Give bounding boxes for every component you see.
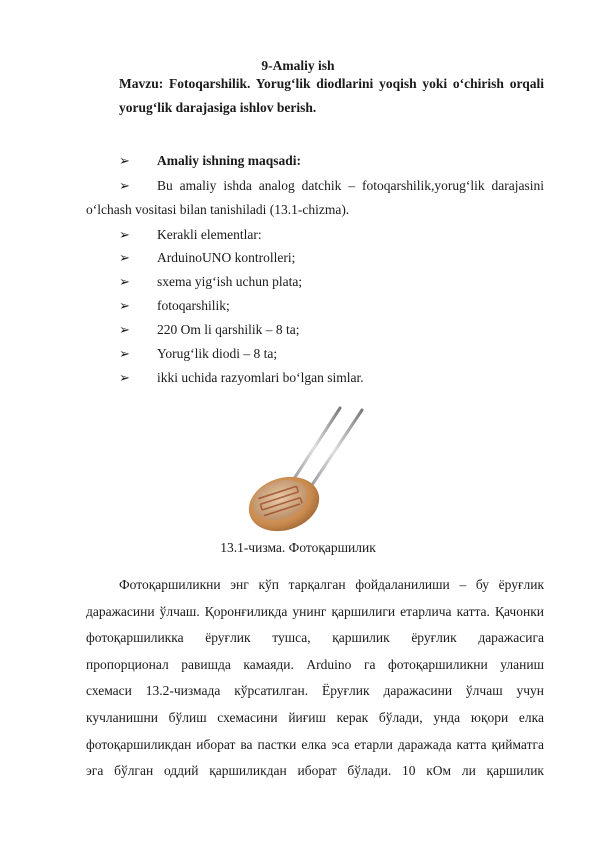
topic-heading (119, 72, 544, 120)
paragraph-line: пропорционал равишда камаяди. Arduino га фотоқаршиликни уланиш (86, 656, 544, 672)
body-paragraph (86, 572, 544, 785)
goal-heading: Amaliy ishning maqsadi: (157, 153, 302, 168)
page-title: 9-Amaliy ish (261, 58, 335, 73)
list-item (119, 343, 544, 365)
paragraph-line: кучланишни бўлиш схемасини йиғиш керак бўлади, унда юқори елка (86, 709, 544, 725)
list-item-text: 220 Om li qarshilik – 8 ta; (157, 322, 300, 337)
figure-caption: 13.1-чизма. Фотоқаршилик (220, 540, 376, 555)
paragraph-line: даражасини ўлчаш. Қоронғиликда унинг қаршилиги етарлича катта. Қачонки (86, 603, 544, 619)
bullet-arrow-icon: ➢ (119, 250, 130, 265)
goal-description-bullet (119, 175, 544, 197)
bullet-arrow-icon: ➢ (119, 153, 130, 168)
bullet-arrow-icon: ➢ (119, 346, 130, 361)
bullet-arrow-icon: ➢ (119, 274, 130, 289)
paragraph-line: фотоқаршиликдан иборат ва пастки елка эса етарли даражада катта қийматга (86, 736, 544, 752)
list-item-text: ArduinoUNO kontrolleri; (157, 250, 296, 265)
goal-line-1: Bu amaliy ishda analog datchik – fotoqarshilik,yorug‘lik darajasini (157, 178, 544, 193)
goal-bullet (119, 150, 544, 172)
bullet-arrow-icon: ➢ (119, 370, 130, 385)
topic-line-2: yorug‘lik darajasiga ishlov berish. (119, 100, 317, 115)
bullet-arrow-icon: ➢ (119, 298, 130, 313)
list-item-text: sxema yig‘ish uchun plata; (157, 274, 303, 289)
list-item-text: fotoqarshilik; (157, 298, 230, 313)
list-item-text: Yorug‘lik diodi – 8 ta; (157, 346, 278, 361)
paragraph-line: фотоқаршиликка ёруғлик тушса, қаршилик ёруғлик даражасига (86, 630, 544, 646)
list-item (119, 271, 544, 293)
paragraph-line: эга бўлган оддий қаршиликдан иборат бўлади. 10 кОм ли қаршилик (86, 763, 544, 779)
bullet-arrow-icon: ➢ (119, 227, 130, 242)
list-item (119, 367, 544, 389)
topic-line-1: Mavzu: Fotoqarshilik. Yorug‘lik diodlarini yoqish yoki o‘chirish orqali (119, 76, 544, 91)
list-item-text: ikki uchida razyomlari bo‘lgan simlar. (157, 370, 364, 385)
list-item (119, 319, 544, 341)
paragraph-line: схемаси 13.2-чизмада кўрсатилган. Ёруғлик даражасини ўлчаш учун (86, 683, 544, 699)
list-item (119, 295, 544, 317)
list-item (119, 224, 544, 246)
list-item (119, 247, 544, 269)
bullet-arrow-icon: ➢ (119, 178, 130, 193)
list-item-text: Kerakli elementlar: (157, 227, 262, 242)
paragraph-line: Фотоқаршиликни энг кўп тарқалган фойдаланилиши – бу ёруғлик (119, 577, 544, 592)
bullet-arrow-icon: ➢ (119, 322, 130, 337)
goal-line-2: o‘lchash vositasi bilan tanishiladi (13.1-chizma). (86, 202, 350, 217)
photoresistor-image (228, 396, 378, 536)
